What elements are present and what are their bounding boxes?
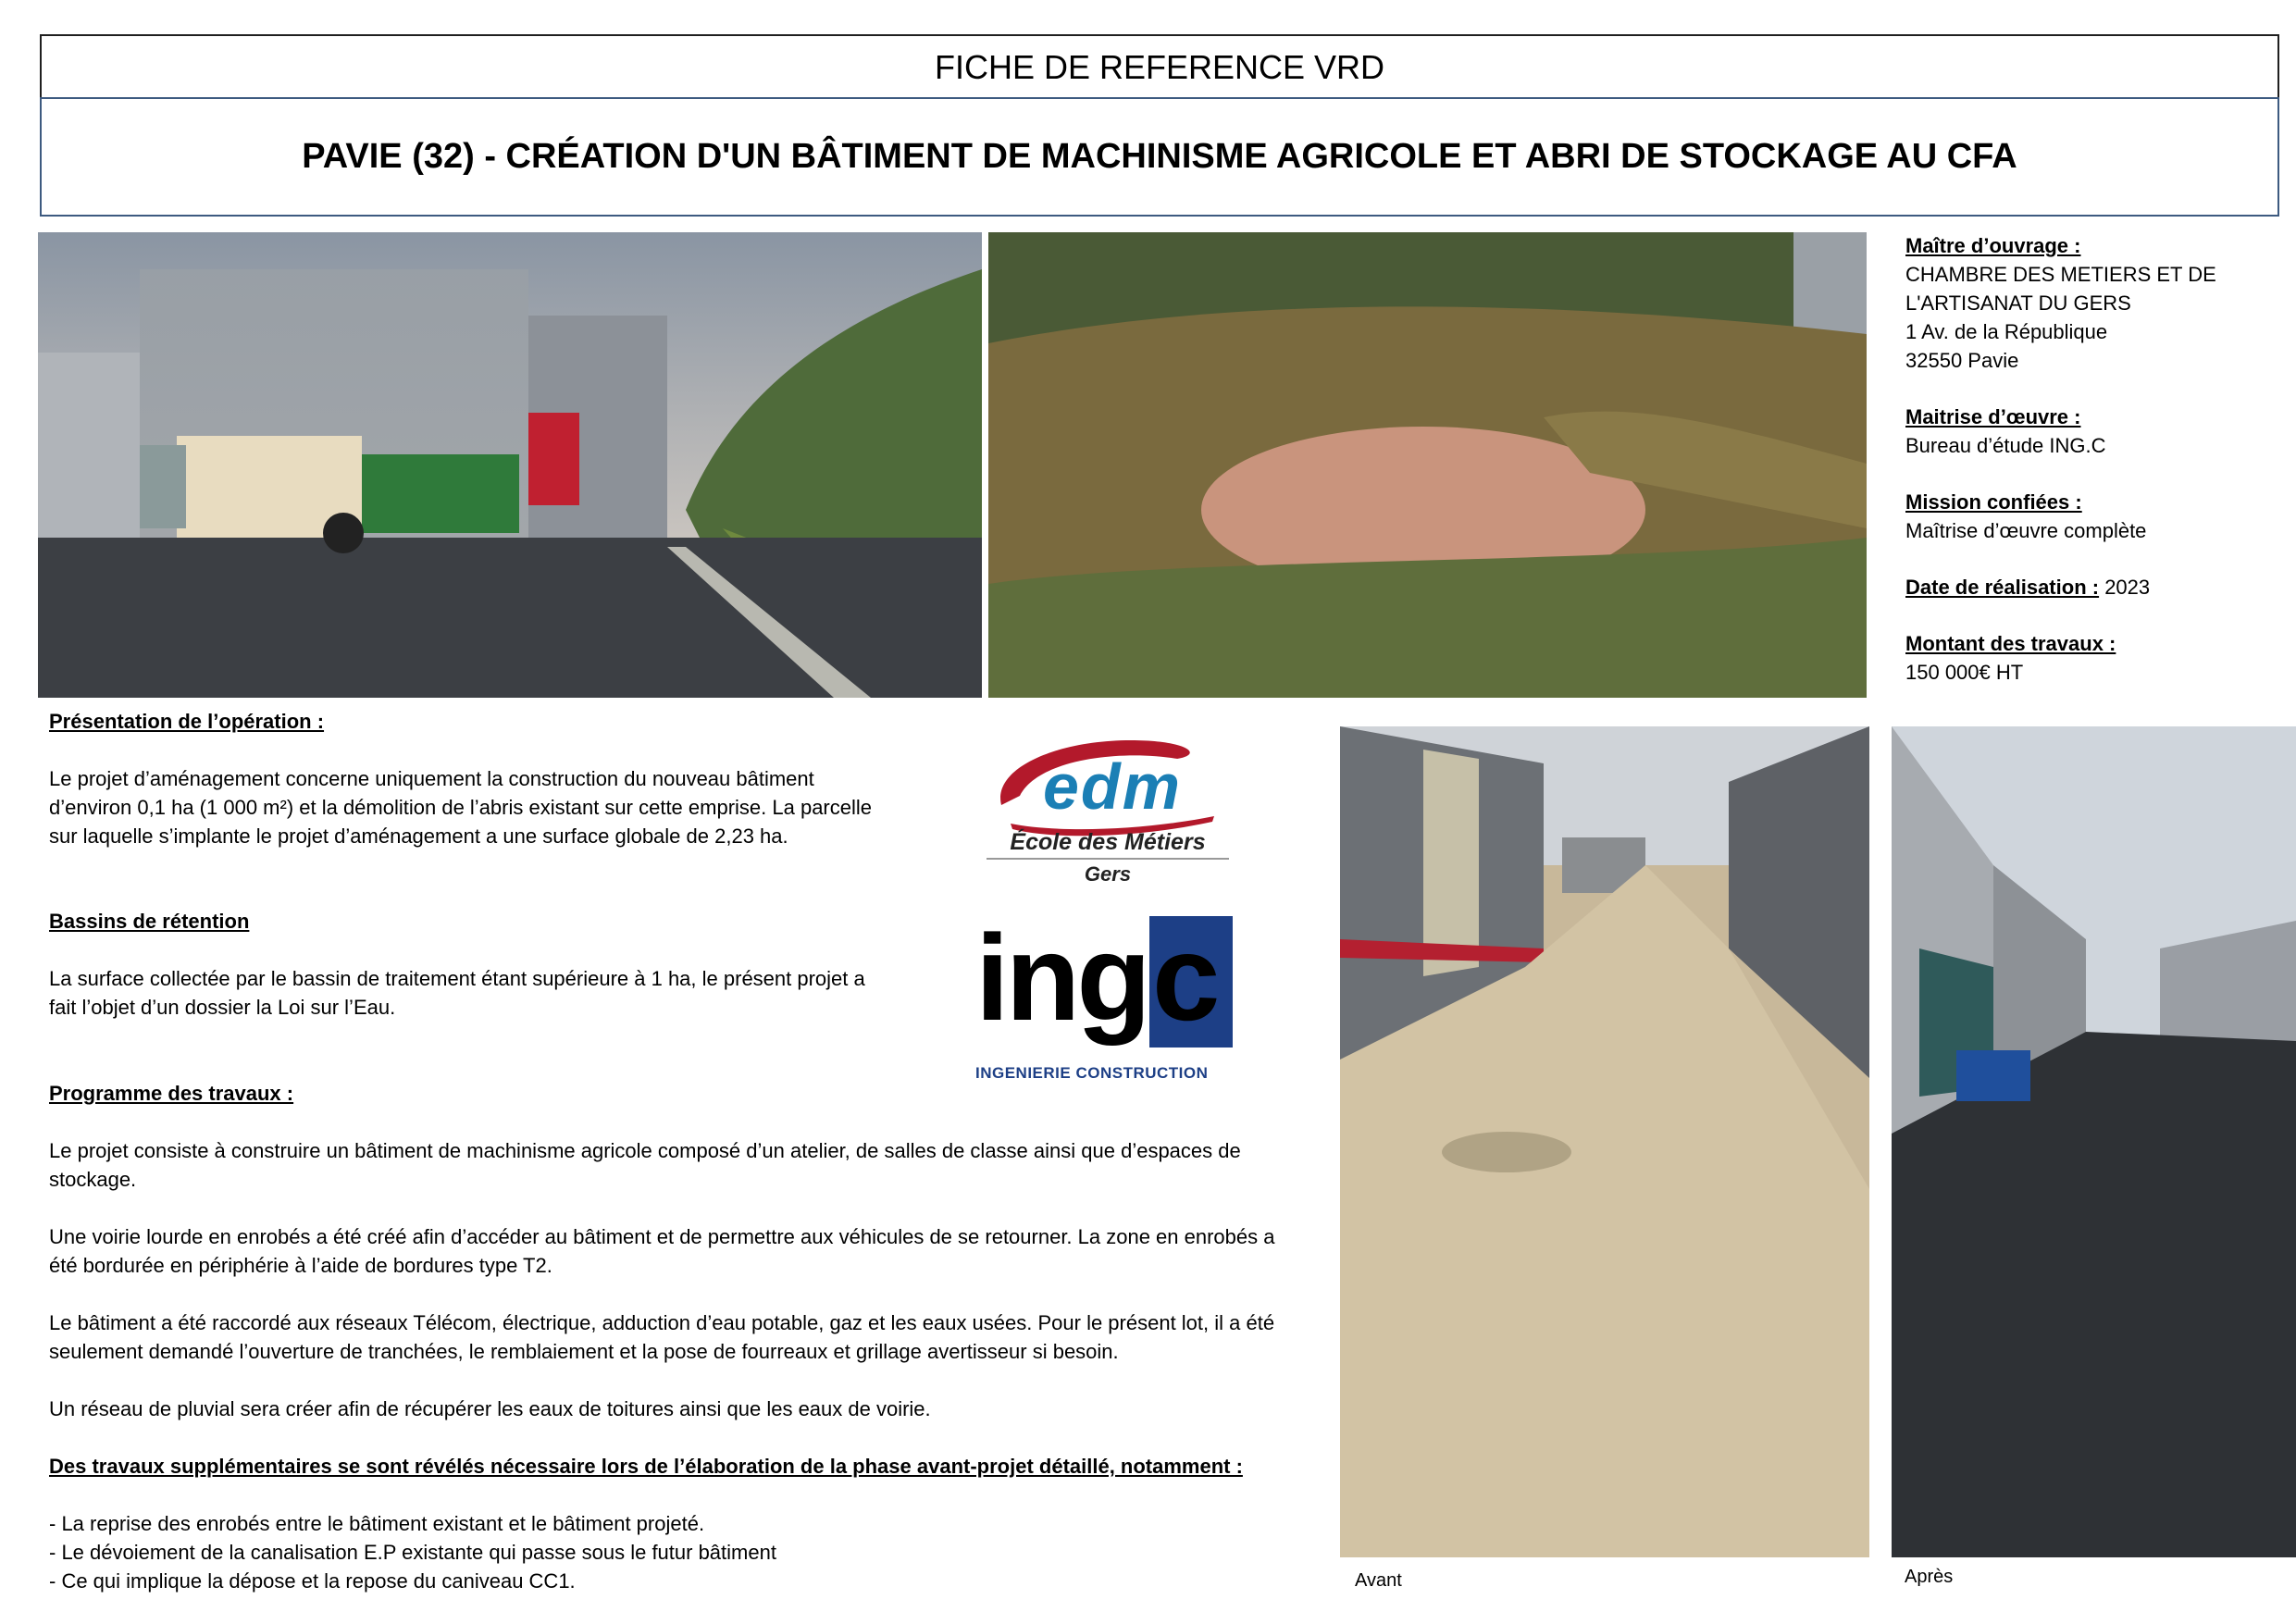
moa-line: 1 Av. de la République [1905, 320, 2108, 343]
caption-apres: Après [1905, 1567, 1954, 1587]
presentation-line: Le projet d’aménagement concerne uniquement la construction du nouveau bâtiment [49, 767, 814, 790]
edm-logo [983, 731, 1233, 893]
ingc-logo [974, 910, 1235, 1092]
supplementaires-item: - Le dévoiement de la canalisation E.P existante qui passe sous le futur bâtiment [49, 1541, 776, 1564]
ingc-letter: c [1152, 910, 1221, 1046]
bassins-line: La surface collectée par le bassin de traitement étant supérieure à 1 ha, le présent projet a [49, 967, 865, 990]
programme-line: Une voirie lourde en enrobés a été créé afin d’accéder au bâtiment et de permettre aux véhicules de se retourner. La zone en enrobés a [49, 1225, 1275, 1248]
edm-wordmark: edm [1043, 750, 1182, 823]
date-value: 2023 [2099, 576, 2151, 599]
presentation-line: d’environ 0,1 ha (1 000 m²) et la démolition de l’abris existant sur cette emprise. La parcelle [49, 796, 873, 819]
project-title: PAVIE (32) - CRÉATION D'UN BÂTIMENT DE MACHINISME AGRICOLE ET ABRI DE STOCKAGE AU CFA [40, 97, 2279, 217]
moa-line: L'ARTISANAT DU GERS [1905, 291, 2131, 315]
programme-line: Le projet consiste à construire un bâtiment de machinisme agricole composé d’un atelier, de salles de classe ainsi que d’espaces de [49, 1139, 1241, 1162]
date-label: Date de réalisation : [1905, 576, 2100, 599]
photo-site-building [38, 232, 982, 698]
edm-location: Gers [1084, 862, 1132, 886]
moa-line: 32550 Pavie [1905, 349, 2019, 372]
programme-line: Le bâtiment a été raccordé aux réseaux Télécom, électrique, adduction d’eau potable, gaz et les eaux usées. Pour le présent lot, il a été [49, 1311, 1275, 1334]
presentation-heading: Présentation de l’opération : [49, 710, 325, 733]
moe-value: Bureau d’étude ING.C [1905, 434, 2106, 457]
mission-label: Mission confiées : [1905, 490, 2082, 514]
supplementaires-item: - Ce qui implique la dépose et la repose du caniveau CC1. [49, 1569, 576, 1593]
bassins-heading: Bassins de rétention [49, 910, 250, 933]
programme-line: Un réseau de pluvial sera créer afin de récupérer les eaux de toitures ainsi que les eaux de voirie. [49, 1397, 931, 1420]
ingc-subtitle: INGENIERIE CONSTRUCTION [975, 1064, 1209, 1082]
sheet-type-title: FICHE DE REFERENCE VRD [40, 34, 2279, 99]
supplementaires-item: - La reprise des enrobés entre le bâtiment existant et le bâtiment projeté. [49, 1512, 705, 1535]
caption-avant: Avant [1355, 1570, 1402, 1591]
montant-value: 150 000€ HT [1905, 661, 2024, 684]
montant-label: Montant des travaux : [1905, 632, 2116, 655]
photo-site-vegetation [988, 232, 1867, 698]
programme-section [49, 1079, 1345, 1595]
moa-label: Maître d’ouvrage : [1905, 234, 2081, 257]
programme-line: seulement demandé l’ouverture de tranchées, le remblaiement et la pose de fourreaux et grillage avertisseur si besoin. [49, 1340, 1119, 1363]
photo-apres [1892, 726, 2296, 1557]
moa-line: CHAMBRE DES METIERS ET DE [1905, 263, 2216, 286]
presentation-line: sur laquelle s’implante le projet d’aménagement a une surface globale de 2,23 ha. [49, 824, 788, 848]
edm-tagline: École des Métiers [1010, 829, 1206, 855]
bassins-section [49, 907, 865, 1022]
programme-heading: Programme des travaux : [49, 1082, 294, 1105]
mission-value: Maîtrise d’œuvre complète [1905, 519, 2147, 542]
bassins-line: fait l’objet d’un dossier la Loi sur l’Eau. [49, 996, 396, 1019]
photo-avant [1340, 726, 1869, 1557]
project-info-panel [1905, 231, 2276, 687]
presentation-section [49, 707, 872, 850]
programme-line: été bordurée en périphérie à l’aide de bordures type T2. [49, 1254, 552, 1277]
supplementaires-heading: Des travaux supplémentaires se sont révélés nécessaire lors de l’élaboration de la phase avant-projet détaillé, notamment : [49, 1455, 1243, 1478]
programme-line: stockage. [49, 1168, 137, 1191]
moe-label: Maitrise d’œuvre : [1905, 405, 2081, 428]
ingc-wordmark: ing [975, 910, 1148, 1046]
